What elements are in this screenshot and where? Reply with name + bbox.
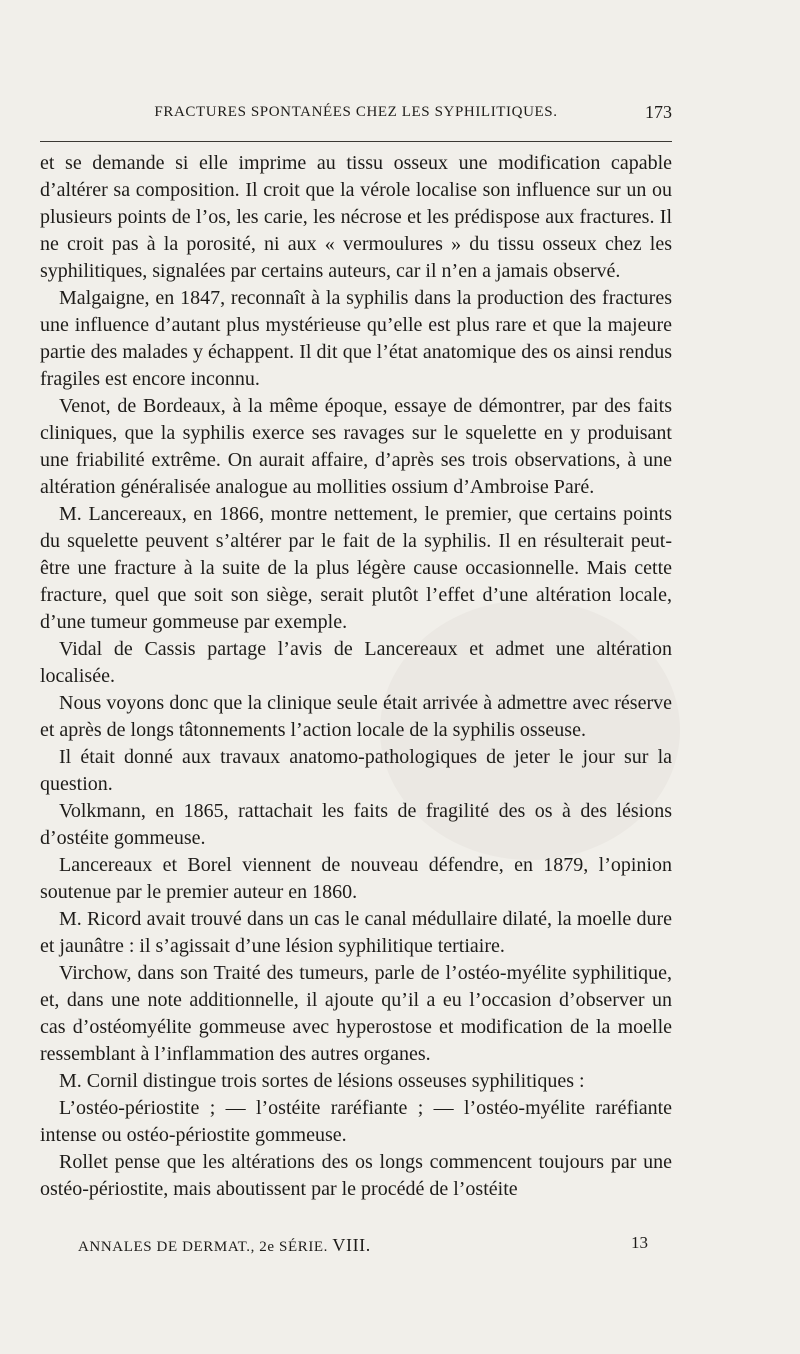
journal-name: ANNALES DE DERMAT., 2e SÉRIE. (78, 1239, 329, 1255)
paragraph: Il était donné aux travaux anatomo-pathologiques de jeter le jour sur la question. (40, 746, 672, 795)
body-text (40, 150, 672, 1203)
paragraph: Venot, de Bordeaux, à la même époque, essaye de démontrer, par des faits cliniques, que la syphilis exerce ses ravages sur le squelette en y produisant une friabilité extrême. On aurait affaire, d’après ses trois observations, à une altération généralisée analogue au mollities ossium d’Ambroise Paré. (40, 395, 672, 498)
paragraph: Vidal de Cassis partage l’avis de Lancereaux et admet une altération localisée. (40, 638, 672, 687)
paragraph: M. Lancereaux, en 1866, montre nettement, le premier, que certains points du squelette peuvent s’altérer par le fait de la syphilis. Il en résulterait peut-être une fracture à la suite de la plus légère cause occasionnelle. Mais cette fracture, quel que soit son siège, serait plutôt l’effet d’une altération locale, d’une tumeur gommeuse par exemple. (40, 503, 672, 633)
running-title: FRACTURES SPONTANÉES CHEZ LES SYPHILITIQUES. (154, 104, 558, 120)
volume-number: VIII. (332, 1235, 371, 1255)
header-rule (40, 141, 672, 142)
page-footer (40, 1233, 672, 1257)
paragraph: et se demande si elle imprime au tissu osseux une modification capable d’altérer sa composition. Il croit que la vérole localise son influence sur un ou plusieurs points de l’os, les carie, les nécrose et les prédispose aux fractures. Il ne croit pas à la porosité, ni aux « vermoulures » du tissu osseux chez les syphilitiques, signalées par certains auteurs, car il n’en a jamais observé. (40, 152, 672, 282)
page-number: 173 (645, 102, 672, 122)
paragraph: L’ostéo-périostite ; — l’ostéite raréfiante ; — l’ostéo-myélite raréfiante intense ou ostéo-périostite gommeuse. (40, 1097, 672, 1146)
paragraph: Lancereaux et Borel viennent de nouveau défendre, en 1879, l’opinion soutenue par le premier auteur en 1860. (40, 854, 672, 903)
paragraph: Nous voyons donc que la clinique seule était arrivée à admettre avec réserve et après de longs tâtonnements l’action locale de la syphilis osseuse. (40, 692, 672, 741)
journal-reference (78, 1235, 371, 1256)
paragraph: M. Ricord avait trouvé dans un cas le canal médullaire dilaté, la moelle dure et jaunâtre : il s’agissait d’une lésion syphilitique tertiaire. (40, 908, 672, 957)
page-header (40, 104, 672, 134)
paragraph: Malgaigne, en 1847, reconnaît à la syphilis dans la production des fractures une influence d’autant plus mystérieuse qu’elle est plus rare et que la majeure partie des malades y échappent. Il dit que l’état anatomique des os ainsi rendus fragiles est encore inconnu. (40, 287, 672, 390)
paragraph: Rollet pense que les altérations des os longs commencent toujours par une ostéo-périostite, mais aboutissent par le procédé de l’ostéite (40, 1151, 672, 1200)
signature-mark: 13 (631, 1233, 648, 1252)
paragraph: M. Cornil distingue trois sortes de lésions osseuses syphilitiques : (59, 1070, 585, 1092)
paragraph: Volkmann, en 1865, rattachait les faits de fragilité des os à des lésions d’ostéite gommeuse. (40, 800, 672, 849)
paragraph: Virchow, dans son Traité des tumeurs, parle de l’ostéo-myélite syphilitique, et, dans une note additionnelle, il ajoute qu’il a eu l’occasion d’observer un cas d’ostéomyélite gommeuse avec hyperostose et modification de la moelle ressemblant à l’inflammation des autres organes. (40, 962, 672, 1065)
